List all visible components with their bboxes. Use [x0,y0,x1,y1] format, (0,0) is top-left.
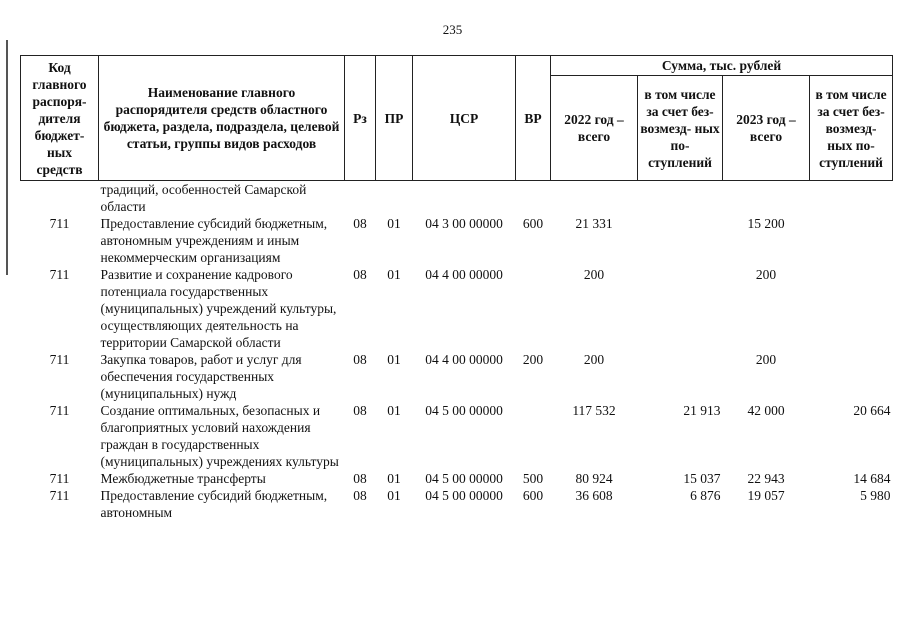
cell-code: 711 [49,267,70,282]
cell-pr: 01 [387,216,401,231]
cell-code [21,181,99,216]
cell-csr: 04 5 00 00000 [425,403,503,418]
header-2023-grants: в том числе за счет без- возмезд- ных по- ступлений [810,76,893,181]
table-row [21,215,893,266]
header-csr: ЦСР [413,56,516,181]
table-body [21,181,893,522]
cell-csr: 04 3 00 00000 [425,216,503,231]
cell-2023-total [723,181,810,216]
budget-table [20,55,893,521]
cell-name: Создание оптимальных, безопасных и благоприятных условий нахождения граждан в государственных (муниципальных) учреждениях культуры [100,403,339,469]
cell-2023-grants: 20 664 [853,403,891,418]
header-vr: ВР [516,56,551,181]
cell-2022-grants: 15 037 [683,471,721,486]
cell-vr: 200 [522,352,544,367]
cell-rz: 08 [353,403,367,418]
cell-code: 711 [49,488,70,503]
cell-rz: 08 [353,267,367,282]
table-row [21,487,893,521]
cell-2023-grants: 5 980 [860,488,891,503]
table-row [21,181,893,216]
cell-rz: 08 [353,352,367,367]
cell-name: Развитие и сохранение кадрового потенциала государственных (муниципальных) учреждений культуры, осуществляющих деятельность на территории Самарской области [100,267,337,350]
cell-vr: 600 [522,216,544,231]
cell-vr [516,402,551,470]
cell-name: Предоставление субсидий бюджетным, автономным [100,488,328,520]
cell-code: 711 [49,216,70,231]
cell-2023-grants: 14 684 [853,471,891,486]
cell-pr: 01 [387,352,401,367]
cell-2022-total: 21 331 [575,216,613,231]
cell-csr: 04 4 00 00000 [425,352,503,367]
table-row [21,351,893,402]
cell-rz: 08 [353,488,367,503]
cell-2022-grants [638,351,723,402]
left-margin-rule [6,40,8,275]
cell-csr [413,181,516,216]
cell-vr [516,181,551,216]
header-2022-grants: в том числе за счет без- возмезд- ных по- ступлений [638,76,723,181]
cell-name: традиций, особенностей Самарской области [100,182,307,214]
cell-2023-total: 22 943 [747,471,785,486]
cell-code: 711 [49,352,70,367]
cell-csr: 04 4 00 00000 [425,267,503,282]
cell-rz: 08 [353,471,367,486]
cell-csr: 04 5 00 00000 [425,471,503,486]
cell-2022-grants [638,181,723,216]
table-row [21,402,893,470]
cell-2022-grants: 21 913 [683,403,721,418]
cell-vr [516,266,551,351]
cell-2022-total: 200 [583,267,605,282]
table-header [21,56,893,181]
header-2023-total: 2023 год – всего [723,76,810,181]
cell-rz [345,181,376,216]
cell-pr: 01 [387,471,401,486]
cell-2022-grants: 6 876 [690,488,721,503]
page-number: 235 [442,22,463,37]
header-name: Наименование главного распорядителя средств областного бюджета, раздела, подраздела, целевой статьи, группы видов расходов [99,56,345,181]
cell-pr: 01 [387,403,401,418]
cell-name: Предоставление субсидий бюджетным, автономным учреждениям и иным некоммерческим организациям [100,216,328,265]
cell-2022-total: 80 924 [575,471,613,486]
cell-2023-grants [810,351,893,402]
cell-2023-total: 42 000 [747,403,785,418]
cell-vr: 500 [522,471,544,486]
cell-pr [376,181,413,216]
cell-2022-total: 117 532 [572,403,616,418]
table-row [21,266,893,351]
cell-2022-total: 36 608 [575,488,613,503]
header-rz: Рз [345,56,376,181]
cell-2022-total [551,181,638,216]
cell-rz: 08 [353,216,367,231]
cell-2023-total: 15 200 [747,216,785,231]
cell-name: Закупка товаров, работ и услуг для обеспечения государственных (муниципальных) нужд [100,352,302,401]
cell-2023-grants [810,266,893,351]
cell-2023-total: 200 [755,267,777,282]
cell-pr: 01 [387,267,401,282]
cell-2023-grants [810,215,893,266]
cell-2022-grants [638,215,723,266]
cell-2023-total: 200 [755,352,777,367]
cell-pr: 01 [387,488,401,503]
header-2022-total: 2022 год – всего [551,76,638,181]
cell-2022-grants [638,266,723,351]
cell-2022-total: 200 [583,352,605,367]
cell-code: 711 [49,403,70,418]
cell-code: 711 [49,471,70,486]
cell-2023-grants [810,181,893,216]
header-code: Код главного распоря- дителя бюджет- ных средств [21,56,99,181]
cell-csr: 04 5 00 00000 [425,488,503,503]
table-row [21,470,893,487]
cell-name: Межбюджетные трансферты [100,471,266,486]
cell-2023-total: 19 057 [747,488,785,503]
header-sum-group: Сумма, тыс. рублей [551,56,893,76]
cell-vr: 600 [522,488,544,503]
header-pr: ПР [376,56,413,181]
